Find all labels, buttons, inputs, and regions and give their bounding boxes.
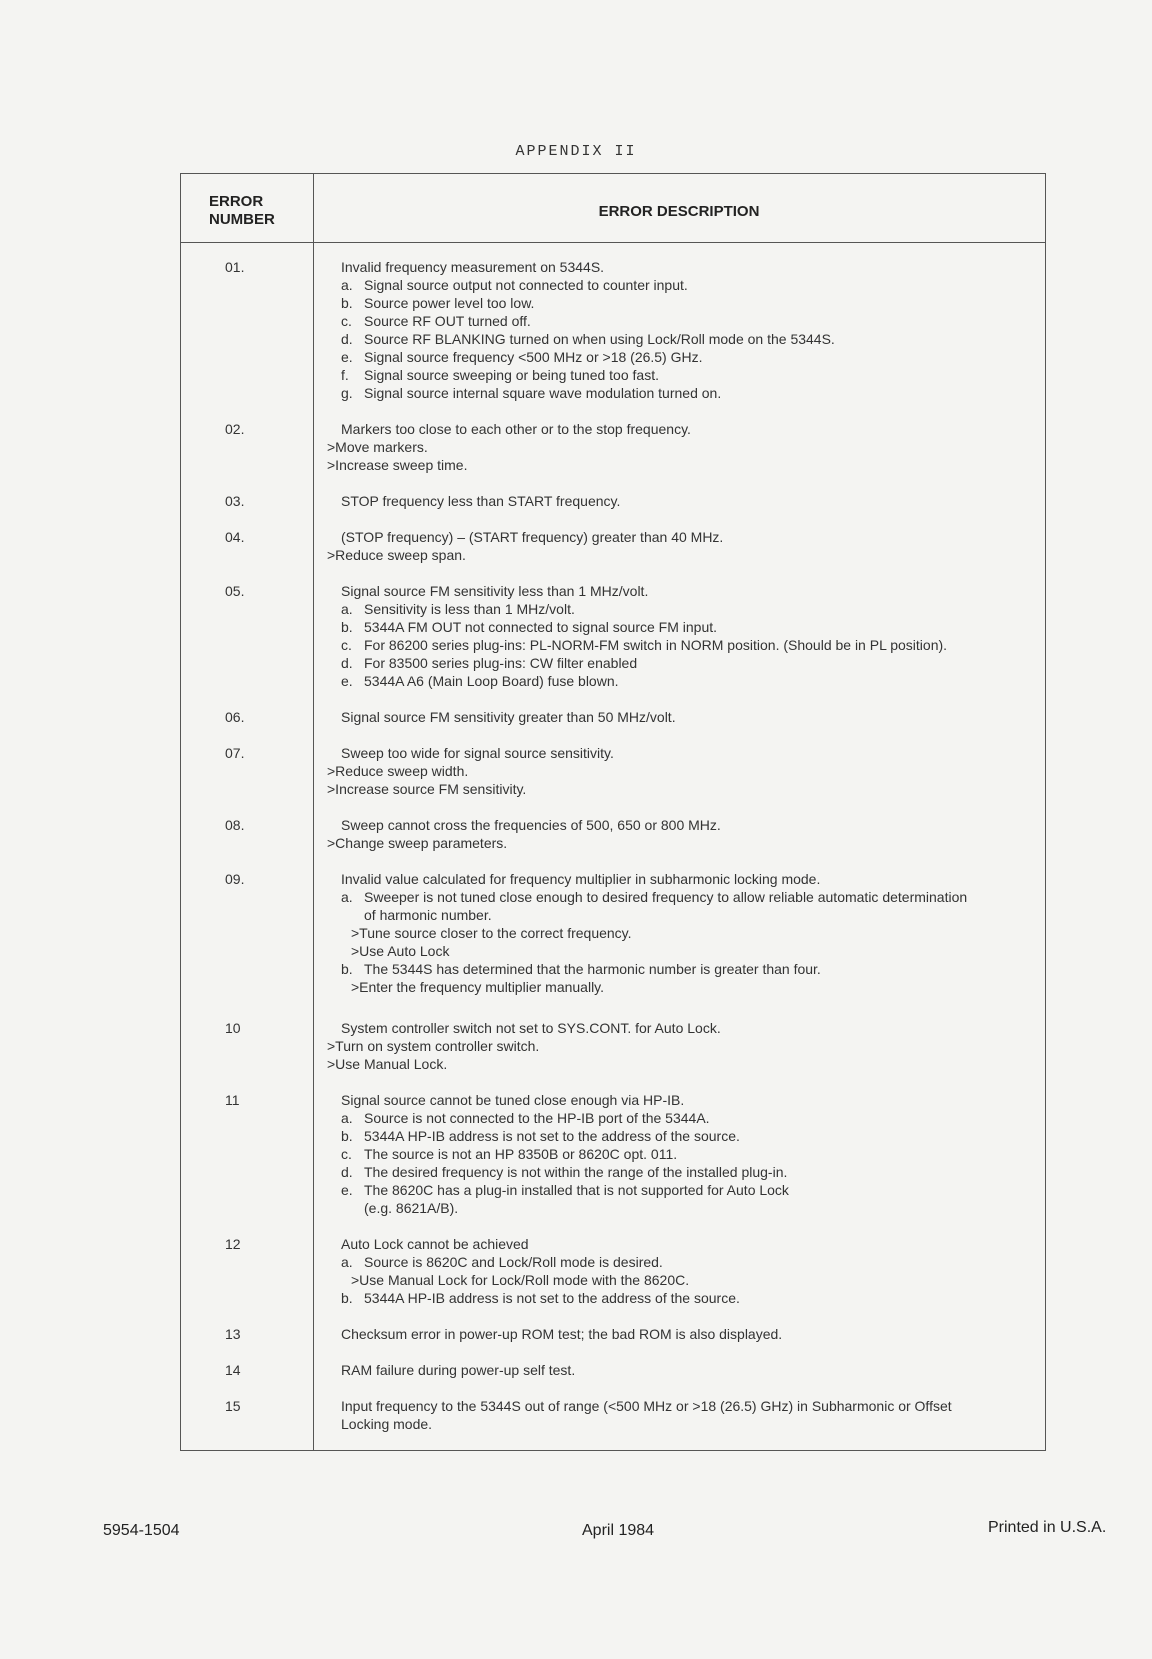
description-line [341, 294, 534, 312]
description-line [341, 1181, 789, 1199]
line-text: >Reduce sweep width. [327, 763, 469, 779]
line-text: >Change sweep parameters. [327, 835, 508, 851]
line-text: Signal source internal square wave modulation turned on. [364, 385, 722, 401]
description-line [341, 600, 575, 618]
line-text: >Use Auto Lock [351, 943, 450, 959]
error-number: 09. [225, 871, 245, 887]
description-line [341, 618, 717, 636]
error-number: 13 [225, 1326, 241, 1342]
line-text: Checksum error in power-up ROM test; the bad ROM is also displayed. [341, 1326, 783, 1342]
line-text: The desired frequency is not within the range of the installed plug-in. [364, 1164, 788, 1180]
line-text: >Tune source closer to the correct frequency. [351, 925, 632, 941]
line-text: Signal source FM sensitivity greater than 50 MHz/volt. [341, 709, 676, 725]
item-label: b. [341, 961, 353, 977]
doc-number: 5954-1504 [103, 1522, 180, 1539]
item-label: e. [341, 349, 353, 365]
description-line [327, 438, 428, 456]
print-date: April 1984 [582, 1522, 655, 1539]
description-line [341, 888, 967, 906]
line-text: Signal source sweeping or being tuned too fast. [364, 367, 659, 383]
item-label: c. [341, 637, 352, 653]
line-text: Source is not connected to the HP-IB port of the 5344A. [364, 1110, 710, 1126]
description-line [341, 636, 947, 654]
description-line [341, 744, 614, 762]
item-label: b. [341, 619, 353, 635]
printed-in: Printed in U.S.A. [988, 1519, 1107, 1536]
line-text: Sweep cannot cross the frequencies of 500, 650 or 800 MHz. [341, 817, 721, 833]
description-line [341, 492, 620, 510]
description-line [341, 276, 688, 294]
description-line [327, 456, 467, 474]
line-text: (e.g. 8621A/B). [364, 1200, 459, 1216]
header-divider [181, 242, 1045, 243]
error-number: 11 [225, 1092, 240, 1108]
error-number: 12 [225, 1236, 241, 1252]
line-text: Invalid frequency measurement on 5344S. [341, 259, 605, 275]
item-label: a. [341, 889, 353, 905]
line-text: Markers too close to each other or to the stop frequency. [341, 421, 691, 437]
line-text: Source RF OUT turned off. [364, 313, 531, 329]
item-label: b. [341, 1290, 353, 1306]
line-text: System controller switch not set to SYS.CONT. for Auto Lock. [341, 1020, 721, 1036]
description-line [341, 348, 703, 366]
description-line [341, 528, 723, 546]
item-label: d. [341, 655, 353, 671]
description-line [351, 924, 632, 942]
line-text: STOP frequency less than START frequency. [341, 493, 621, 509]
description-line [341, 1415, 432, 1433]
item-label: a. [341, 1254, 353, 1270]
description-line [341, 1127, 740, 1145]
item-label: b. [341, 295, 353, 311]
line-text: >Increase source FM sensitivity. [327, 781, 527, 797]
item-label: d. [341, 1164, 353, 1180]
description-line [341, 1289, 740, 1307]
item-label: f. [341, 367, 349, 383]
description-line [341, 960, 821, 978]
item-label: c. [341, 1146, 352, 1162]
item-label: e. [341, 673, 353, 689]
line-text: >Use Manual Lock. [327, 1056, 448, 1072]
header-number-line1: ERROR [209, 193, 264, 210]
description-line [341, 816, 721, 834]
line-text: Locking mode. [341, 1416, 433, 1432]
line-text: >Enter the frequency multiplier manually. [351, 979, 605, 995]
error-number: 08. [225, 817, 245, 833]
header-number-line2: NUMBER [209, 211, 275, 228]
description-line [341, 654, 637, 672]
error-number: 05. [225, 583, 245, 599]
description-line [327, 546, 466, 564]
line-text: >Turn on system controller switch. [327, 1038, 540, 1054]
description-line [341, 384, 721, 402]
error-number: 14 [225, 1362, 241, 1378]
description-line [364, 1199, 458, 1217]
description-line [341, 582, 648, 600]
line-text: For 86200 series plug-ins: PL-NORM-FM switch in NORM position. (Should be in PL position). [364, 637, 948, 653]
line-text: The source is not an HP 8350B or 8620C opt. 011. [364, 1146, 678, 1162]
description-line [364, 906, 492, 924]
description-line [327, 1055, 447, 1073]
line-text: 5344A HP-IB address is not set to the address of the source. [364, 1290, 740, 1306]
description-line [341, 708, 676, 726]
description-line [341, 420, 691, 438]
line-text: 5344A FM OUT not connected to signal source FM input. [364, 619, 718, 635]
line-text: >Increase sweep time. [327, 457, 468, 473]
description-line [341, 1109, 710, 1127]
description-line [327, 1037, 539, 1055]
description-line [341, 312, 531, 330]
line-text: Sweeper is not tuned close enough to desired frequency to allow reliable automatic determination [364, 889, 968, 905]
description-line [341, 1235, 529, 1253]
line-text: Source is 8620C and Lock/Roll mode is desired. [364, 1254, 663, 1270]
description-line [351, 942, 449, 960]
line-text: Invalid value calculated for frequency multiplier in subharmonic locking mode. [341, 871, 821, 887]
description-line [341, 1361, 575, 1379]
description-line [341, 1145, 677, 1163]
line-text: Signal source FM sensitivity less than 1 MHz/volt. [341, 583, 649, 599]
appendix-title: APPENDIX II [515, 143, 637, 160]
line-text: >Use Manual Lock for Lock/Roll mode with the 8620C. [351, 1272, 690, 1288]
item-label: a. [341, 1110, 353, 1126]
line-text: Signal source frequency <500 MHz or >18 (26.5) GHz. [364, 349, 703, 365]
description-line [341, 870, 820, 888]
item-label: d. [341, 331, 353, 347]
item-label: a. [341, 601, 353, 617]
line-text: 5344A A6 (Main Loop Board) fuse blown. [364, 673, 619, 689]
error-number: 07. [225, 745, 245, 761]
line-text: Signal source cannot be tuned close enough via HP-IB. [341, 1092, 685, 1108]
error-number: 04. [225, 529, 245, 545]
description-line [341, 1091, 684, 1109]
description-line [327, 780, 526, 798]
line-text: Sensitivity is less than 1 MHz/volt. [364, 601, 575, 617]
description-line [341, 672, 619, 690]
line-text: >Move markers. [327, 439, 428, 455]
error-number: 06. [225, 709, 245, 725]
line-text: 5344A HP-IB address is not set to the address of the source. [364, 1128, 740, 1144]
description-line [341, 366, 659, 384]
line-text: Auto Lock cannot be achieved [341, 1236, 529, 1252]
error-table [180, 173, 1046, 1451]
header-error-description: ERROR DESCRIPTION [598, 203, 760, 220]
error-number: 10 [225, 1020, 241, 1036]
item-label: e. [341, 1182, 353, 1198]
error-number: 01. [225, 259, 245, 275]
line-text: of harmonic number. [364, 907, 492, 923]
description-line [341, 330, 835, 348]
line-text: The 5344S has determined that the harmonic number is greater than four. [364, 961, 821, 977]
line-text: (STOP frequency) – (START frequency) greater than 40 MHz. [341, 529, 724, 545]
description-line [341, 1019, 721, 1037]
error-number: 15 [225, 1398, 241, 1414]
description-line [341, 258, 604, 276]
item-label: c. [341, 313, 352, 329]
item-label: b. [341, 1128, 353, 1144]
item-label: g. [341, 385, 353, 401]
line-text: For 83500 series plug-ins: CW filter enabled [364, 655, 638, 671]
line-text: RAM failure during power-up self test. [341, 1362, 576, 1378]
error-number: 03. [225, 493, 245, 509]
column-divider [313, 174, 314, 1450]
line-text: Source RF BLANKING turned on when using Lock/Roll mode on the 5344S. [364, 331, 835, 347]
line-text: Input frequency to the 5344S out of range (<500 MHz or >18 (26.5) GHz) in Subharmonic or Offset [341, 1398, 952, 1414]
description-line [341, 1163, 787, 1181]
description-line [341, 1397, 952, 1415]
description-line [341, 1325, 782, 1343]
description-line [327, 834, 507, 852]
error-number: 02. [225, 421, 245, 437]
description-line [351, 1271, 689, 1289]
line-text: >Reduce sweep span. [327, 547, 466, 563]
line-text: The 8620C has a plug-in installed that is not supported for Auto Lock [364, 1182, 789, 1198]
description-line [351, 978, 604, 996]
line-text: Source power level too low. [364, 295, 535, 311]
description-line [341, 1253, 663, 1271]
header-error-number [209, 193, 275, 229]
item-label: a. [341, 277, 353, 293]
line-text: Sweep too wide for signal source sensitivity. [341, 745, 614, 761]
line-text: Signal source output not connected to counter input. [364, 277, 688, 293]
description-line [327, 762, 468, 780]
